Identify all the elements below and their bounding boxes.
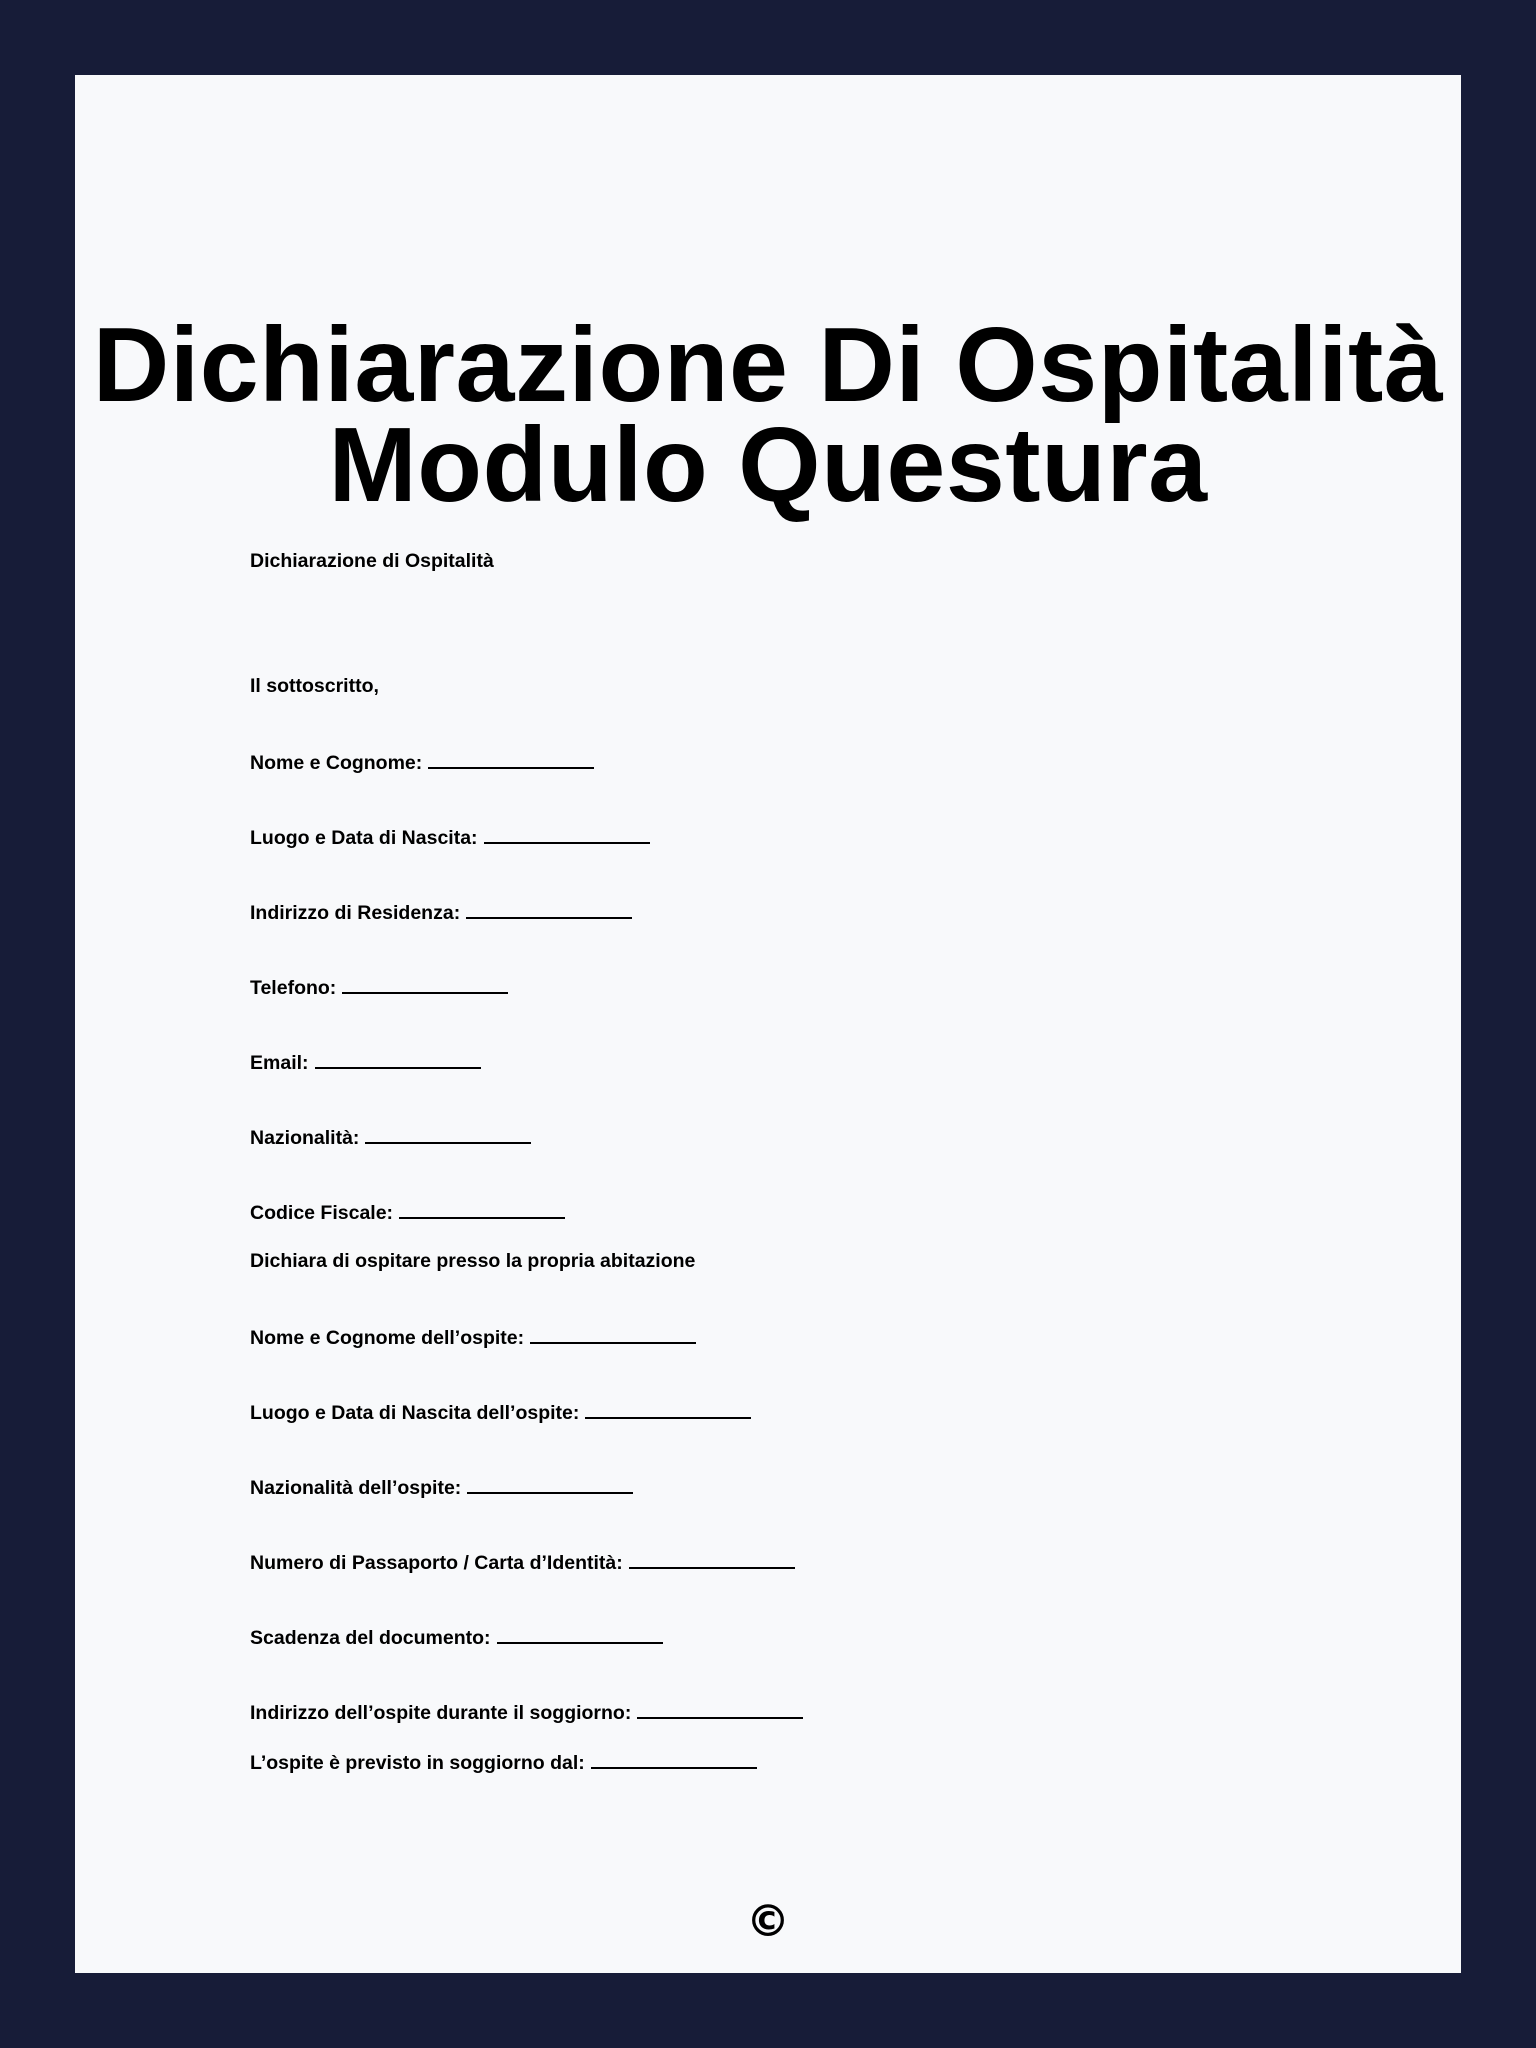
field-host-address bbox=[250, 899, 632, 925]
fill-in-blank bbox=[315, 1049, 481, 1069]
fill-in-blank bbox=[530, 1324, 696, 1344]
declaration-text: Dichiara di ospitare presso la propria abitazione bbox=[250, 1250, 696, 1272]
title-line-2: Modulo Questura bbox=[328, 406, 1208, 524]
field-label: Telefono: bbox=[250, 977, 337, 999]
fill-in-blank bbox=[585, 1399, 751, 1419]
form-heading: Dichiarazione di Ospitalità bbox=[250, 550, 494, 572]
field-label: Nome e Cognome dell’ospite: bbox=[250, 1327, 525, 1349]
document-title bbox=[75, 306, 1461, 524]
fill-in-blank bbox=[467, 1474, 633, 1494]
fill-in-blank bbox=[342, 974, 508, 994]
field-host-birth bbox=[250, 824, 650, 850]
title-line-1: Dichiarazione Di Ospitalità bbox=[92, 306, 1444, 424]
fill-in-blank bbox=[629, 1549, 795, 1569]
field-guest-birth bbox=[250, 1399, 751, 1425]
field-host-nationality bbox=[250, 1124, 531, 1150]
copyright-icon: © bbox=[746, 1896, 790, 1947]
fill-in-blank bbox=[484, 824, 650, 844]
field-label: Luogo e Data di Nascita dell’ospite: bbox=[250, 1402, 580, 1424]
field-label: Luogo e Data di Nascita: bbox=[250, 827, 478, 849]
field-label: Indirizzo dell’ospite durante il soggiorno: bbox=[250, 1702, 632, 1724]
intro-text: Il sottoscritto, bbox=[250, 675, 379, 697]
field-guest-document-expiry bbox=[250, 1624, 663, 1650]
field-label: L’ospite è previsto in soggiorno dal: bbox=[250, 1752, 585, 1774]
field-guest-nationality bbox=[250, 1474, 633, 1500]
field-label: Numero di Passaporto / Carta d’Identità: bbox=[250, 1552, 623, 1574]
field-host-email bbox=[250, 1049, 481, 1075]
field-host-tax-code bbox=[250, 1199, 565, 1225]
field-host-phone bbox=[250, 974, 508, 1000]
field-guest-stay-start bbox=[250, 1749, 757, 1775]
document-page bbox=[75, 75, 1461, 1973]
fill-in-blank bbox=[428, 749, 594, 769]
fill-in-blank bbox=[497, 1624, 663, 1644]
fill-in-blank bbox=[591, 1749, 757, 1769]
field-host-name bbox=[250, 749, 594, 775]
field-label: Email: bbox=[250, 1052, 309, 1074]
field-label: Codice Fiscale: bbox=[250, 1202, 394, 1224]
field-label: Nome e Cognome: bbox=[250, 752, 423, 774]
field-guest-document-number bbox=[250, 1549, 795, 1575]
fill-in-blank bbox=[466, 899, 632, 919]
fill-in-blank bbox=[637, 1699, 803, 1719]
field-label: Nazionalità dell’ospite: bbox=[250, 1477, 462, 1499]
fill-in-blank bbox=[365, 1124, 531, 1144]
field-label: Nazionalità: bbox=[250, 1127, 360, 1149]
field-guest-stay-address bbox=[250, 1699, 803, 1725]
field-guest-name bbox=[250, 1324, 696, 1350]
field-label: Indirizzo di Residenza: bbox=[250, 902, 461, 924]
field-label: Scadenza del documento: bbox=[250, 1627, 491, 1649]
fill-in-blank bbox=[399, 1199, 565, 1219]
